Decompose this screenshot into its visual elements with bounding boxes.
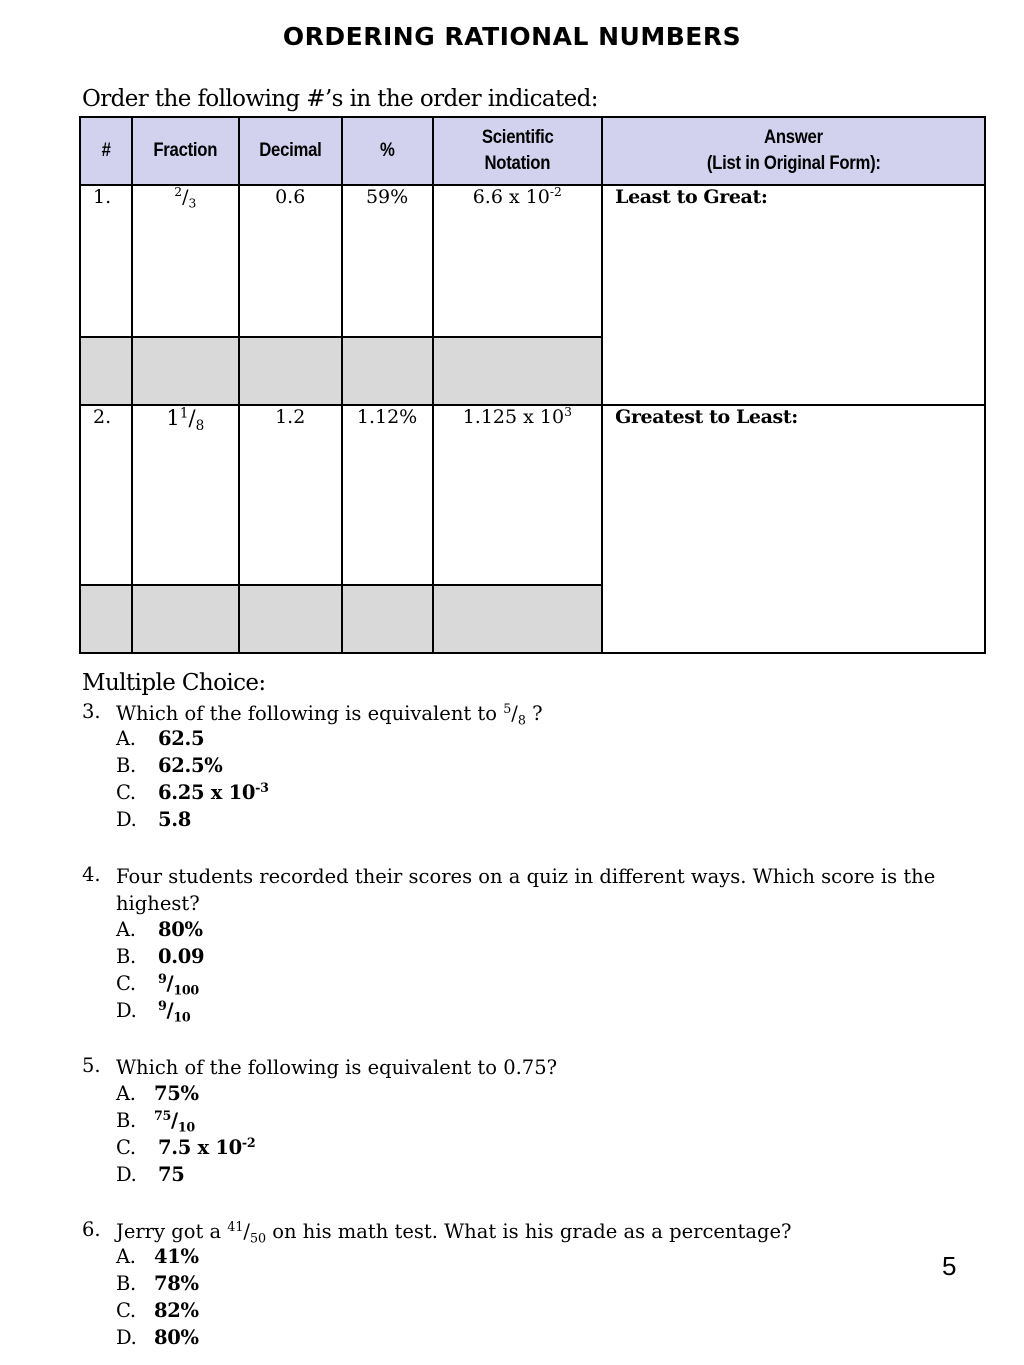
gray-cell — [433, 585, 603, 653]
scientific-cell: 1.125 x $10^3$ — [433, 405, 603, 585]
option-3b[interactable]: B. 62.5% — [116, 754, 223, 777]
header-number: # — [80, 117, 132, 185]
header-answer: Answer (List in Original Form): — [602, 117, 985, 185]
row-number: 2. — [80, 405, 132, 585]
fraction-cell: $1^1/_8$ — [132, 405, 239, 585]
gray-cell — [80, 585, 132, 653]
gray-cell — [80, 337, 132, 405]
option-4a[interactable]: A. 80% — [116, 918, 203, 941]
gray-cell — [342, 337, 433, 405]
scientific-cell: 6.6 x $10^{-2}$ — [433, 185, 603, 337]
multiple-choice-heading: Multiple Choice: — [82, 670, 266, 696]
question-text: Which of the following is equivalent to $^5/_8$ ? — [116, 701, 543, 728]
option-3d[interactable]: D. 5.8 — [116, 808, 192, 831]
row-number: 1. — [80, 185, 132, 337]
table-row — [80, 405, 985, 585]
table-header-row — [80, 117, 985, 185]
option-5b[interactable]: B. $^{75}/_{10}$ — [116, 1108, 195, 1135]
question-text: Which of the following is equivalent to 0.75? — [116, 1056, 558, 1079]
option-3a[interactable]: A. 62.5 — [116, 727, 205, 750]
gray-cell — [433, 337, 603, 405]
percent-cell: 59% — [342, 185, 433, 337]
gray-cell — [239, 337, 342, 405]
question-number: 4. — [82, 863, 101, 886]
answer-cell-greatest-to-least[interactable]: Greatest to Least: — [602, 405, 985, 653]
page-number: 5 — [942, 1251, 957, 1281]
question-text: Jerry got a $^{41}/_{50}$ on his math test. What is his grade as a percentage? — [116, 1219, 792, 1246]
gray-cell — [132, 585, 239, 653]
instructions: Order the following #’s in the order indicated: — [82, 86, 598, 112]
question-number: 3. — [82, 700, 101, 723]
header-fraction: Fraction — [132, 117, 239, 185]
option-5c[interactable]: C. 7.5 x $10^{-2}$ — [116, 1135, 256, 1159]
option-6c[interactable]: C. 82% — [116, 1299, 199, 1322]
answer-cell-least-to-greatest[interactable]: Least to Great: — [602, 185, 985, 405]
option-4d[interactable]: D. $^9/_{10}$ — [116, 998, 191, 1025]
option-3c[interactable]: C. 6.25 x $10^{-3}$ — [116, 780, 269, 804]
option-6a[interactable]: A. 41% — [116, 1245, 199, 1268]
option-5a[interactable]: A. 75% — [116, 1082, 199, 1105]
decimal-cell: 1.2 — [239, 405, 342, 585]
option-6b[interactable]: B. 78% — [116, 1272, 199, 1295]
header-percent: % — [342, 117, 433, 185]
fraction-cell: $^2/_3$ — [132, 185, 239, 337]
page-title: ORDERING RATIONAL NUMBERS — [282, 22, 742, 51]
ordering-table — [79, 116, 986, 654]
option-4b[interactable]: B. 0.09 — [116, 945, 205, 968]
decimal-cell: 0.6 — [239, 185, 342, 337]
gray-cell — [132, 337, 239, 405]
option-6d[interactable]: D. 80% — [116, 1326, 199, 1349]
gray-cell — [342, 585, 433, 653]
question-text: Four students recorded their scores on a quiz in different ways. Which score is the highest? — [116, 865, 936, 915]
percent-cell: 1.12% — [342, 405, 433, 585]
gray-cell — [239, 585, 342, 653]
header-scientific-notation: Scientific Notation — [433, 117, 603, 185]
question-number: 6. — [82, 1218, 101, 1241]
option-4c[interactable]: C. $^9/_{100}$ — [116, 971, 199, 998]
option-5d[interactable]: D. 75 — [116, 1163, 185, 1186]
question-number: 5. — [82, 1054, 101, 1077]
header-decimal: Decimal — [239, 117, 342, 185]
table-row — [80, 185, 985, 337]
